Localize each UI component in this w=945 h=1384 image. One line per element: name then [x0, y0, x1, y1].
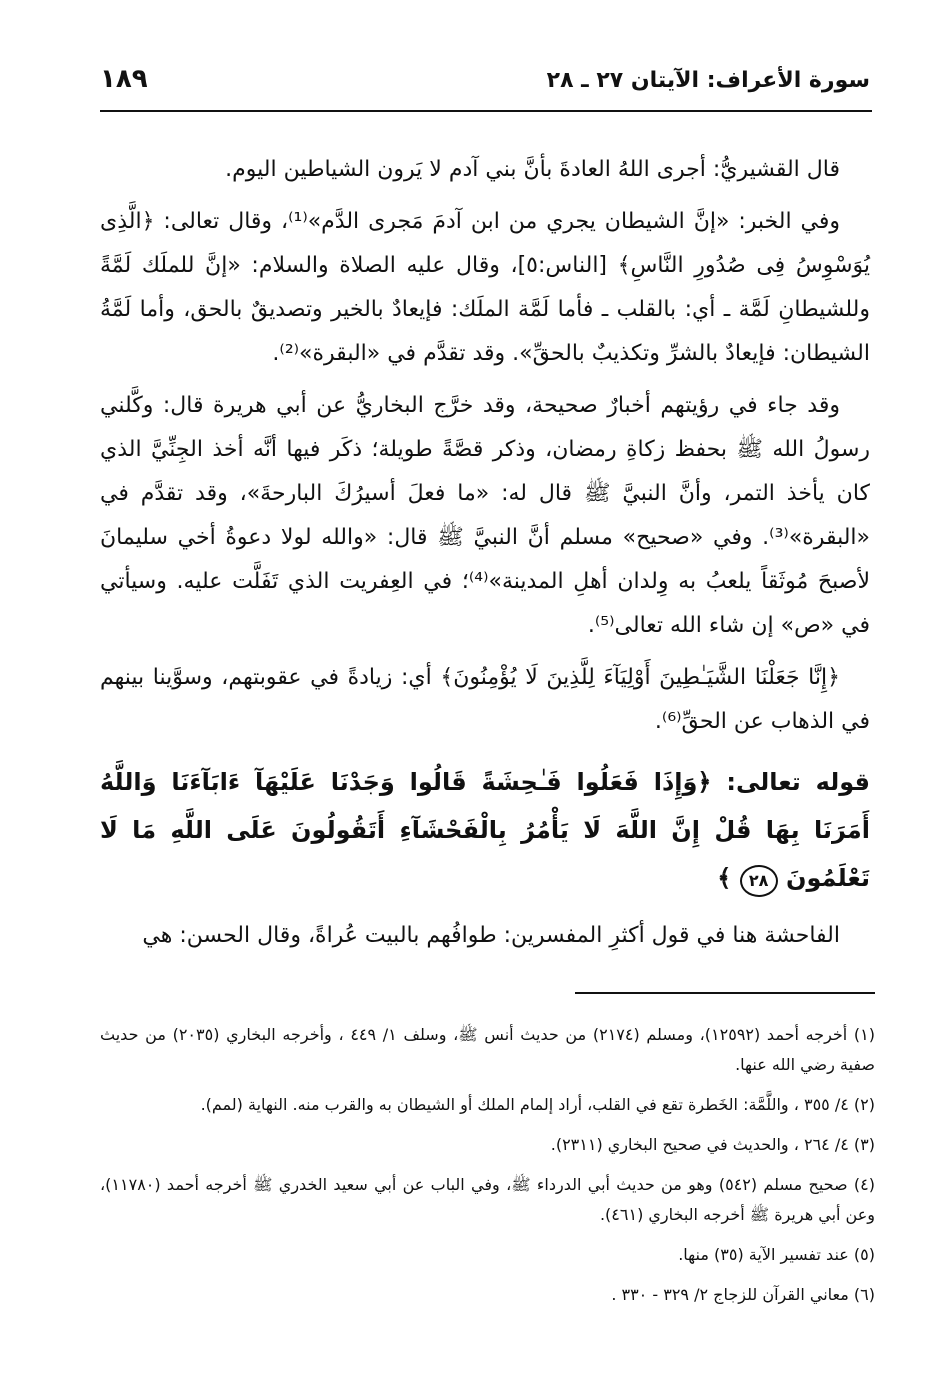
page-number: ١٨٩: [100, 64, 148, 94]
paragraph-ruyatihim: وقد جاء في رؤيتهم أخبارٌ صحيحة، وقد خرَّج البخاريُّ عن أبي هريرة قال: وكَّلني رسولُ الله ﷺ بحفظ زكاةِ رمضان، وذكر قصَّةً طويلة؛ ذكَر فيها أنَّه أخذ الجِنِّيَّ الذي كان يأخذ التمر، وأنَّ النبيَّ ﷺ قال له: «ما فعلَ أسيرُكَ البارحةَ»، وقد تقدَّم في «البقرة»⁽³⁾. وفي «صحيح» مسلم أنَّ النبيَّ ﷺ قال: «والله لولا دعوةُ أخي سليمانَ لأصبحَ مُوثَقاً يلعبُ به وِلدان أهلِ المدينة»⁽⁴⁾؛ في العِفريت الذي تَفَلَّت عليه. وسيأتي في «ص» إن شاء الله تعالى⁽⁵⁾.: [100, 393, 870, 638]
quran-verse-text: ﴿وَإِذَا فَعَلُوا فَـٰحِشَةً قَالُوا وَجَدْنَا عَلَيْهَآ ءَابَآءَنَا وَاللَّهُ أَمَرَنَا بِهَا قُلْ إِنَّ اللَّهَ لَا يَأْمُرُ بِالْفَحْشَآءِ أَتَقُولُونَ عَلَى اللَّهِ مَا لَا تَعْلَمُونَ: [100, 768, 870, 892]
paragraph-fahisha: الفاحشة هنا في قول أكثرِ المفسرين: طوافُهم بالبيت عُراةً، وقال الحسن: هي: [142, 923, 840, 948]
footnote-4: (٤) صحيح مسلم (٥٤٢) وهو من حديث أبي الدرداء ﷺ، وفي الباب عن أبي سعيد الخدري ﷺ أخرجه أحمد (١١٧٨٠)، وعن أبي هريرة ﷺ أخرجه البخاري (٤٦١).: [100, 1175, 875, 1224]
verse-number-badge: ٢٨: [740, 865, 778, 897]
footnotes: [100, 1020, 875, 1320]
surah-title: سورة الأعراف: الآيتان ٢٧ ـ ٢٨: [546, 68, 870, 93]
footnote-3: (٣) ٤/ ٢٦٤ ، والحديث في صحيح البخاري (٢٣١١).: [550, 1135, 875, 1154]
page-header: [100, 62, 870, 102]
quran-label: قوله تعالى:: [726, 768, 870, 796]
footnote-6: (٦) معاني القرآن للزجاج ٢/ ٣٢٩ - ٣٣٠ .: [611, 1285, 875, 1304]
paragraph-khabar: وفي الخبر: «إنَّ الشيطان يجري من ابن آدمَ مَجرى الدَّم»⁽¹⁾، وقال تعالى: ﴿الَّذِى يُوَسْوِسُ فِى صُدُورِ النَّاسِ﴾ [الناس:٥]، وقال عليه الصلاة والسلام: «إنَّ للملَك لَمَّةً وللشيطانِ لَمَّة ـ أي: بالقلب ـ فأما لَمَّة الملَك: فإيعادٌ بالخير وتصديقٌ بالحق، وأما لَمَّةُ الشيطان: فإيعادٌ بالشرِّ وتكذيبٌ بالحقِّ». وقد تقدَّم في «البقرة»⁽²⁾.: [100, 209, 870, 366]
paragraph-qushayri: قال القشيريُّ: أجرى اللهُ العادةَ بأنَّ بني آدم لا يَرون الشياطين اليوم.: [225, 157, 840, 182]
quran-verse-block: [100, 758, 870, 902]
footnote-2: (٢) ٤/ ٣٥٥ ، واللَّمَّة: الخَطرة تقع في القلب، أراد إلمام الملك أو الشيطان به والقرب منه. النهاية (لمم).: [200, 1095, 875, 1114]
footnote-1: (١) أخرجه أحمد (١٢٥٩٢)، ومسلم (٢١٧٤) من حديث أنس ﷺ، وسلف ١/ ٤٤٩ ، وأخرجه البخاري (٢٠٣٥) من حديث صفية رضي الله عنها.: [100, 1025, 875, 1074]
footnote-divider: [575, 992, 875, 994]
footnote-5: (٥) عند تفسير الآية (٣٥) منها.: [678, 1245, 875, 1264]
paragraph-awliya: ﴿إِنَّا جَعَلْنَا الشَّيَـٰطِينَ أَوْلِيَآءَ لِلَّذِينَ لَا يُؤْمِنُونَ﴾ أي: زيادةً في عقوبتهم، وسوَّينا بينهم في الذهاب عن الحقِّ⁽⁶⁾.: [100, 665, 870, 734]
header-divider: [100, 110, 872, 112]
quran-close-bracket: ﴾: [717, 864, 732, 892]
main-text: [100, 148, 870, 966]
